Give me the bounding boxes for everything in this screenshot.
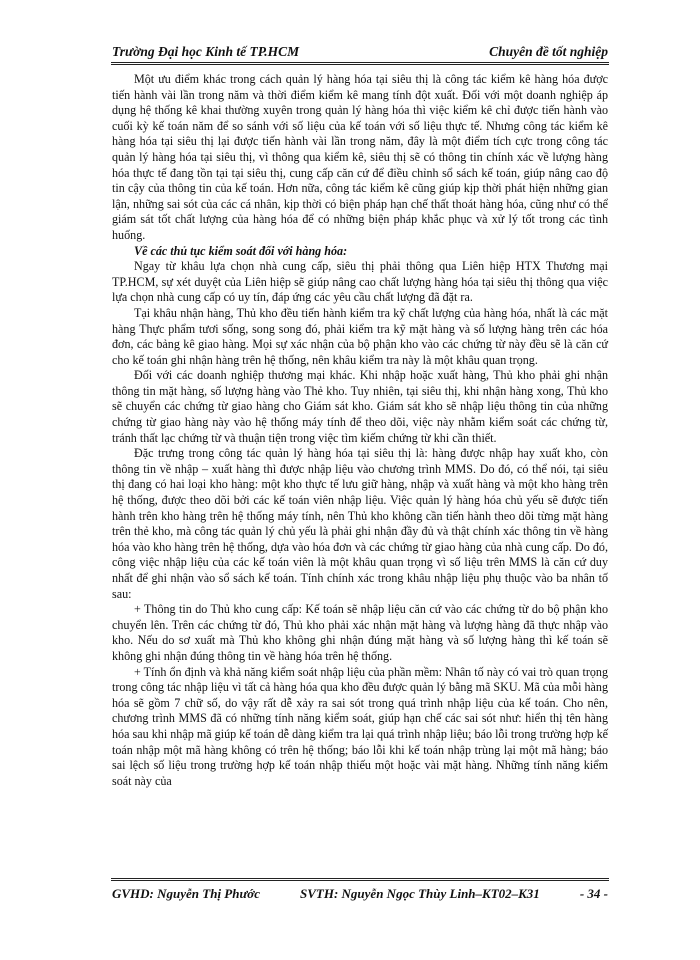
page-number: - 34 - xyxy=(579,886,608,901)
header-school-name: Trường Đại học Kinh tế TP.HCM xyxy=(112,44,300,59)
section-heading-control-procedures: Về các thủ tục kiểm soát đối với hàng hóa: xyxy=(134,243,348,258)
footer-student: SVTH: Nguyễn Ngọc Thùy Linh–KT02–K31 xyxy=(300,886,540,901)
paragraph-factor-warehouse-info: + Thông tin do Thủ kho cung cấp: Kế toán sẽ nhập liệu căn cứ vào các chứng từ do bộ phận kho chuyển lên. Trên các chứng từ đó, Thủ kho phải xác nhận mặt hàng và lượng hàng đã thực nhập vào kho. Nếu do sơ xuất mà Thủ kho không ghi nhận đúng mặt hàng và số lượng hàng thì kế toán sẽ không ghi nhận đúng thông tin về hàng hóa trên hệ thống. xyxy=(112,602,608,663)
paragraph-other-businesses: Đối với các doanh nghiệp thương mại khác. Khi nhập hoặc xuất hàng, Thủ kho phải ghi nhận thông tin mặt hàng, số lượng hàng vào Thẻ kho. Tuy nhiên, tại siêu thị, khi nhận hàng xong, Thủ kho sẽ chuyển các chứng từ giao hàng cho Giám sát kho. Giám sát kho sẽ nhập liệu thông tin của những chứng từ giao hàng này vào hệ thống máy tính để theo dõi, việc này nhằm kiểm soát các chứng từ, tránh thất lạc chứng từ và thuận tiện trong việc tìm kiếm chứng từ khi cần thiết. xyxy=(112,368,608,445)
paragraph-supplier-selection: Ngay từ khâu lựa chọn nhà cung cấp, siêu thị phải thông qua Liên hiệp HTX Thương mại TP.HCM, sự xét duyệt của Liên hiệp sẽ giúp nâng cao chất lượng hàng hóa tại siêu thị thông qua việc lựa chọn nhà cung cấp có uy tín, đáp ứng các yêu cầu chất lượng đã đặt ra. xyxy=(112,259,608,305)
page-header xyxy=(112,38,608,60)
header-divider xyxy=(111,62,609,65)
paragraph-factor-software: + Tính ổn định và khả năng kiểm soát nhập liệu của phần mềm: Nhân tố này có vai trò quan trọng trong công tác nhập liệu vì tất cả hàng hóa qua kho đều được quản lý bằng mã SKU. Mã của mỗi hàng hóa sẽ gồm 7 chữ số, do vậy rất dễ xảy ra sai sót trong quá trình nhập liệu của kế toán. Cho nên, chương trình MMS đã có những tính năng kiểm soát, giúp hạn chế các sai sót như: hiển thị tên hàng hóa sau khi nhập mã giúp kế toán dễ dàng kiểm tra lại quá trình nhập liệu; báo lỗi trong trường hợp kế toán nhập một mã hàng không có trên hệ thống; báo lỗi khi kế toán nhập trùng lại một mã hàng; báo sai lệch số liệu trong trường hợp kế toán nhập thiếu một hoặc vài mặt hàng. Những tính năng kiểm soát này của xyxy=(112,664,608,788)
footer-supervisor: GVHD: Nguyễn Thị Phước xyxy=(112,886,261,901)
paragraph-receiving: Tại khâu nhận hàng, Thủ kho đều tiến hành kiểm tra kỹ chất lượng của hàng hóa, nhất là các mặt hàng Thực phẩm tươi sống, song song đó, phải kiểm tra kỹ mặt hàng và số lượng hàng trên các hóa đơn, các bảng kê giao hàng. Mọi sự xác nhận của bộ phận kho vào các chứng từ này đều sẽ là căn cứ cho kế toán ghi nhận hàng trên hệ thống, nên khâu kiểm tra này là một khâu quan trọng. xyxy=(112,305,608,367)
page-body xyxy=(112,72,608,789)
footer-divider xyxy=(111,878,609,881)
paragraph-inventory-count: Một ưu điểm khác trong cách quản lý hàng hóa tại siêu thị là công tác kiểm kê hàng hóa được tiến hành vài lần trong năm và thời điểm kiểm kê mang tính đột xuất. Đối với một doanh nghiệp áp dụng hệ thống kê khai thường xuyên trong quản lý hàng hóa thì việc kiểm kê chỉ được tiến hành vào cuối kỳ kế toán năm để so sánh với số liệu của kế toán với số liệu thực tế. Nhưng công tác kiểm kê hàng hóa tại siêu thị lại được tiến hành vài lần trong năm, đây là một điểm tích cực trong công tác quản lý hàng hóa tại siêu thị, vì thông qua kiểm kê, siêu thị sẽ có thông tin chính xác về lượng hàng hóa thực tế đang tồn tại tại siêu thị, cung cấp căn cứ để điều chỉnh sổ sách kế toán, giúp nâng cao độ tin cậy của thông tin của kế toán. Hơn nữa, công tác kiểm kê cũng giúp kịp thời phát hiện những gian lận, những sai sót của các cá nhân, kịp thời có biện pháp hạn chế thất thoát hàng hóa, cũng như có thể giám sát tốt chất lượng của hàng hóa để có những biện pháp khắc phục và xử lý tốt trong các tình huống. xyxy=(112,72,608,242)
header-document-type: Chuyên đề tốt nghiệp xyxy=(489,44,608,59)
page-footer xyxy=(112,886,608,902)
paragraph-mms-system: Đặc trưng trong công tác quản lý hàng hóa tại siêu thị là: hàng được nhập hay xuất kho, còn thông tin về nhập – xuất hàng thì được nhập liệu vào chương trình MMS. Do đó, có thể nói, tại siêu thị đang có hai loại kho hàng: một kho thực tế lưu giữ hàng, nhập và xuất hàng và một kho hàng trên hệ thống, được theo dõi bởi các kế toán viên nhập liệu. Việc quản lý hàng hóa chủ yếu sẽ được tiến hành trên kho hàng trên hệ thống máy tính, nên Thủ kho không cần tiến hành theo dõi từng mặt hàng trên thẻ kho, mà công tác quản lý chủ yếu là phải ghi nhận đầy đủ và thật chính xác thông tin về hàng hóa vào kho hàng trên hệ thống, dựa vào hóa đơn và các chứng từ giao hàng của nhà cung cấp. Do đó, công việc nhập liệu của các kế toán viên là một khâu quan trọng vì số liệu trên MMS là căn cứ duy nhất để ghi nhận vào sổ sách kế toán. Tính chính xác trong khâu nhập liệu phụ thuộc vào ba nhân tố sau: xyxy=(112,446,608,601)
